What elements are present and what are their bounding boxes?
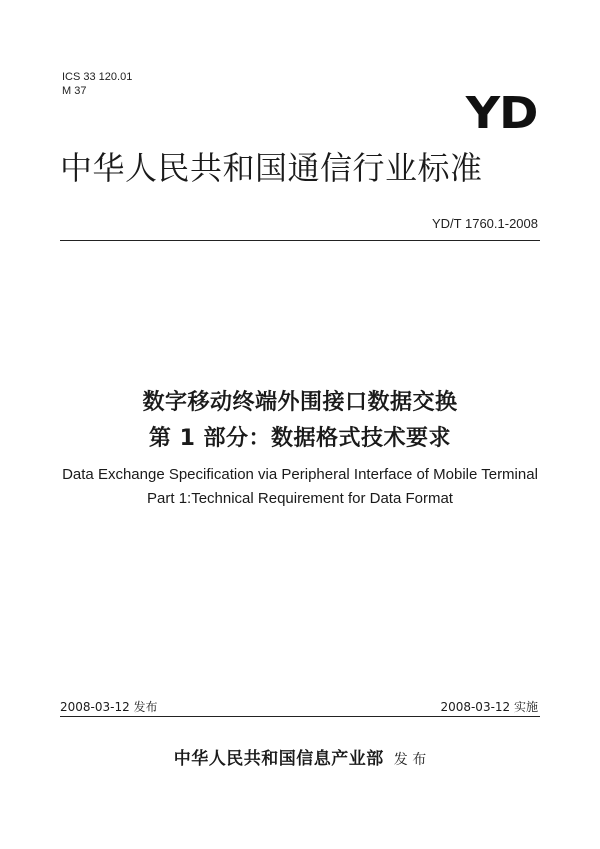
header-divider [60, 240, 540, 241]
document-title-en-line1: Data Exchange Specification via Peripheral Interface of Mobile Terminal [62, 466, 538, 483]
classification-codes [62, 70, 132, 98]
publisher-name: 中华人民共和国信息产业部 [173, 749, 384, 769]
category-code: M 37 [62, 85, 87, 97]
issue-date: 2008-03-12 发布 [60, 700, 158, 714]
implement-date: 2008-03-12 实施 [440, 700, 538, 714]
document-title-cn-line2: 第 1 部分：数据格式技术要求 [148, 426, 452, 451]
standard-number: YD/T 1760.1-2008 [432, 216, 538, 231]
publisher-line [0, 744, 600, 769]
publisher-suffix: 发 布 [393, 752, 427, 768]
ics-code: ICS 33 120.01 [62, 71, 133, 83]
footer-divider [60, 716, 540, 717]
standard-title: 中华人民共和国通信行业标准 [60, 149, 483, 187]
document-title-en-line2: Part 1:Technical Requirement for Data Format [147, 490, 453, 507]
document-title-cn-line1: 数字移动终端外围接口数据交换 [142, 390, 458, 415]
yd-logo: YD [465, 88, 537, 139]
